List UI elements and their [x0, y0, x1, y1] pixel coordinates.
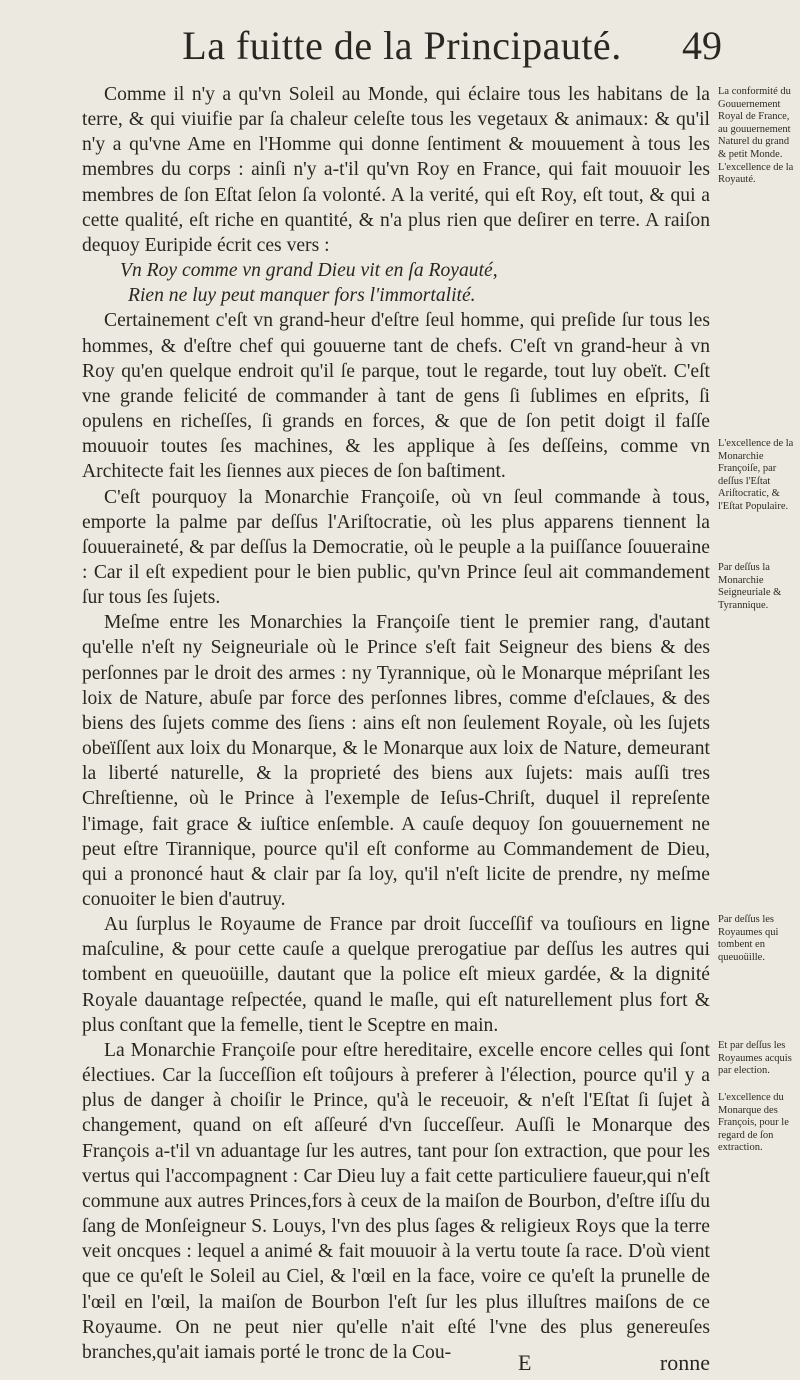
marginal-note-4: Par deſſus les Royaumes qui tombent en queuoüille.	[718, 914, 779, 963]
paragraph-1: Comme il n'y a qu'vn Soleil au Monde, qui éclaire tous les habitans de la terre, & qui viuifie par ſa chaleur celeſte tous les vegetaux & animaux: & qu'il n'y a qu'vne Ame en l'Homme qui donne ſentiment & mouuement à tous les membres du corps : ainſi n'y a-t'il qu'vn Roy en France, qui fait mouuoir les membres de ſon Eſtat ſelon ſa volonté. A la verité, qui eſt Roy, eſt tout, & qui a cette qualité, eſt riche en quantité, & n'a plus rien que deſirer en terre. A raiſon dequoy Euripide écrit ces vers :	[82, 84, 710, 256]
verse-line-1: Vn Roy comme vn grand Dieu vit en ſa Royauté,	[120, 260, 498, 282]
paragraph-3: C'eſt pourquoy la Monarchie Françoiſe, où vn ſeul commande à tous, emporte la palme par deſſus l'Ariſtocratie, où les plus apparens tiennent la ſouueraineté, & par deſſus la Democratie, où le peuple a la puiſſance ſouueraine : Car il eſt expedient pour le bien public, qu'vn Prince ſeul ait commandement ſur tous ſes ſujets.	[82, 486, 710, 609]
verse-quote	[82, 258, 710, 308]
page-header	[82, 18, 722, 74]
marginal-note-2: L'excellence de la Monarchie Françoiſe, par deſſus l'Eſtat Ariſtocratic, & l'Eſtat Populaire.	[718, 438, 794, 512]
catchword: ronne	[659, 1350, 710, 1375]
paragraph-6: La Monarchie Françoiſe pour eſtre hereditaire, excelle encore celles qui ſont électiues. Car la ſucceſſion eſt toûjours à preferer à l'élection, pource qu'il y a plus de danger à choiſir le Prince, qu'à le receuoir, & n'eſt l'Eſtat ſi ſujet à changement, quand on eſt aſſeuré d'vn ſucceſſeur. Auſſi le Monarque des François a-t'il vn aduantage ſur les autres, tant pour ſon extraction, que pour les vertus qui l'accompagnent : Car Dieu luy a fait cette particuliere faueur,qui n'eſt commune aux autres Princes,fors à ceux de la maiſon de Bourbon, d'eſtre iſſu du ſang de Monſeigneur S. Louys, l'vn des plus ſages & religieux Roys que la terre veit oncques : lequel a animé & fait mouuoir à la vertu toute ſa race. D'où vient que ce qu'eſt le Soleil au Ciel, & l'œil en la face, voire ce qu'eſt la prunelle de l'œil en l'œil, la maiſon de Bourbon l'eſt ſur les plus illuſtres maiſons de ce Royaume. On ne peut nier qu'elle n'ait eſté l'vne des plus genereuſes branches,qu'ait iamais porté le tronc de la Cou-	[82, 1039, 710, 1363]
signature-mark: E	[518, 1350, 532, 1375]
main-text	[82, 82, 710, 1365]
paragraph-2: Certainement c'eſt vn grand-heur d'eſtre ſeul homme, qui preſide ſur tous les hommes, & d'eſtre chef qui gouuerne tant de chefs. C'eſt vn grand-heur à vn Roy qu'en quelque endroit qu'il ſe parque, tout le regarde, tout luy obeït. C'eſt vne grande felicité de commander à tant de gens ſi ſublimes en eſprits, ſi opulens en richeſſes, ſi grands en forces, & que de ſon petit doigt il faſſe mouuoir toutes ſes machines, & les applique à ſes deſſeins, comme vn Architecte fait les ſiennes aux pieces de ſon baſtiment.	[82, 310, 710, 483]
marginal-note-6: L'excellence du Monarque des François, pour le regard de ſon extraction.	[718, 1092, 789, 1154]
page-number: 49	[682, 23, 722, 68]
marginal-note-3: Par deſſus la Monarchie Seigneuriale & Tyrannique.	[718, 562, 782, 611]
paragraph-5: Au ſurplus le Royaume de France par droit ſucceſſif va touſiours en ligne maſculine, & pour cette cauſe a quelque prerogatiue par deſſus les autres qui tombent en queuoüille, dautant que la police eſt mieux gardée, & la dignité Royale dauantage reſpectée, quand le maſle, qui eſt naturellement plus fort & plus conſtant que la femelle, tient le Sceptre en main.	[82, 914, 710, 1036]
marginal-note-5: Et par deſſus les Royaumes acquis par election.	[718, 1040, 792, 1077]
page-footer	[82, 1350, 710, 1376]
marginal-note-1: La conformité du Gouuernement Royal de France, au gouuernement Naturel du grand & petit Monde. L'excellence de la Royauté.	[718, 86, 794, 186]
paragraph-4: Meſme entre les Monarchies la Françoiſe tient le premier rang, d'autant qu'elle n'eſt ny Seigneuriale où le Prince s'eſt fait Seigneur des biens & des perſonnes par le droit des armes : ny Tyrannique, où le Monarque mépriſant les loix de Nature, abuſe par force des perſonnes libres, comme d'eſclaues, & des biens des ſujets comme des ſiens : ains eſt non ſeulement Royale, où les ſujets obeïſſent aux loix du Monarque, & le Monarque aux loix de Nature, demeurant la liberté naturelle, & la proprieté des biens aux ſujets: mais auſſi tres Chreſtienne, où le Prince à l'exemple de Ieſus-Chriſt, duquel il repreſente l'image, fait grace & iuſtice enſemble. A cauſe dequoy ſon gouuernement ne peut eſtre Tirannique, pource qu'il eſt conforme au Commandement de Dieu, qui a prononcé haut & clair par ſa loy, qu'il n'eſt licite de prendre, ny meſme conuoiter le bien d'autruy.	[82, 612, 710, 910]
verse-line-2: Rien ne luy peut manquer fors l'immortalité.	[128, 285, 476, 307]
running-title: La fuitte de la Principauté.	[182, 23, 622, 68]
